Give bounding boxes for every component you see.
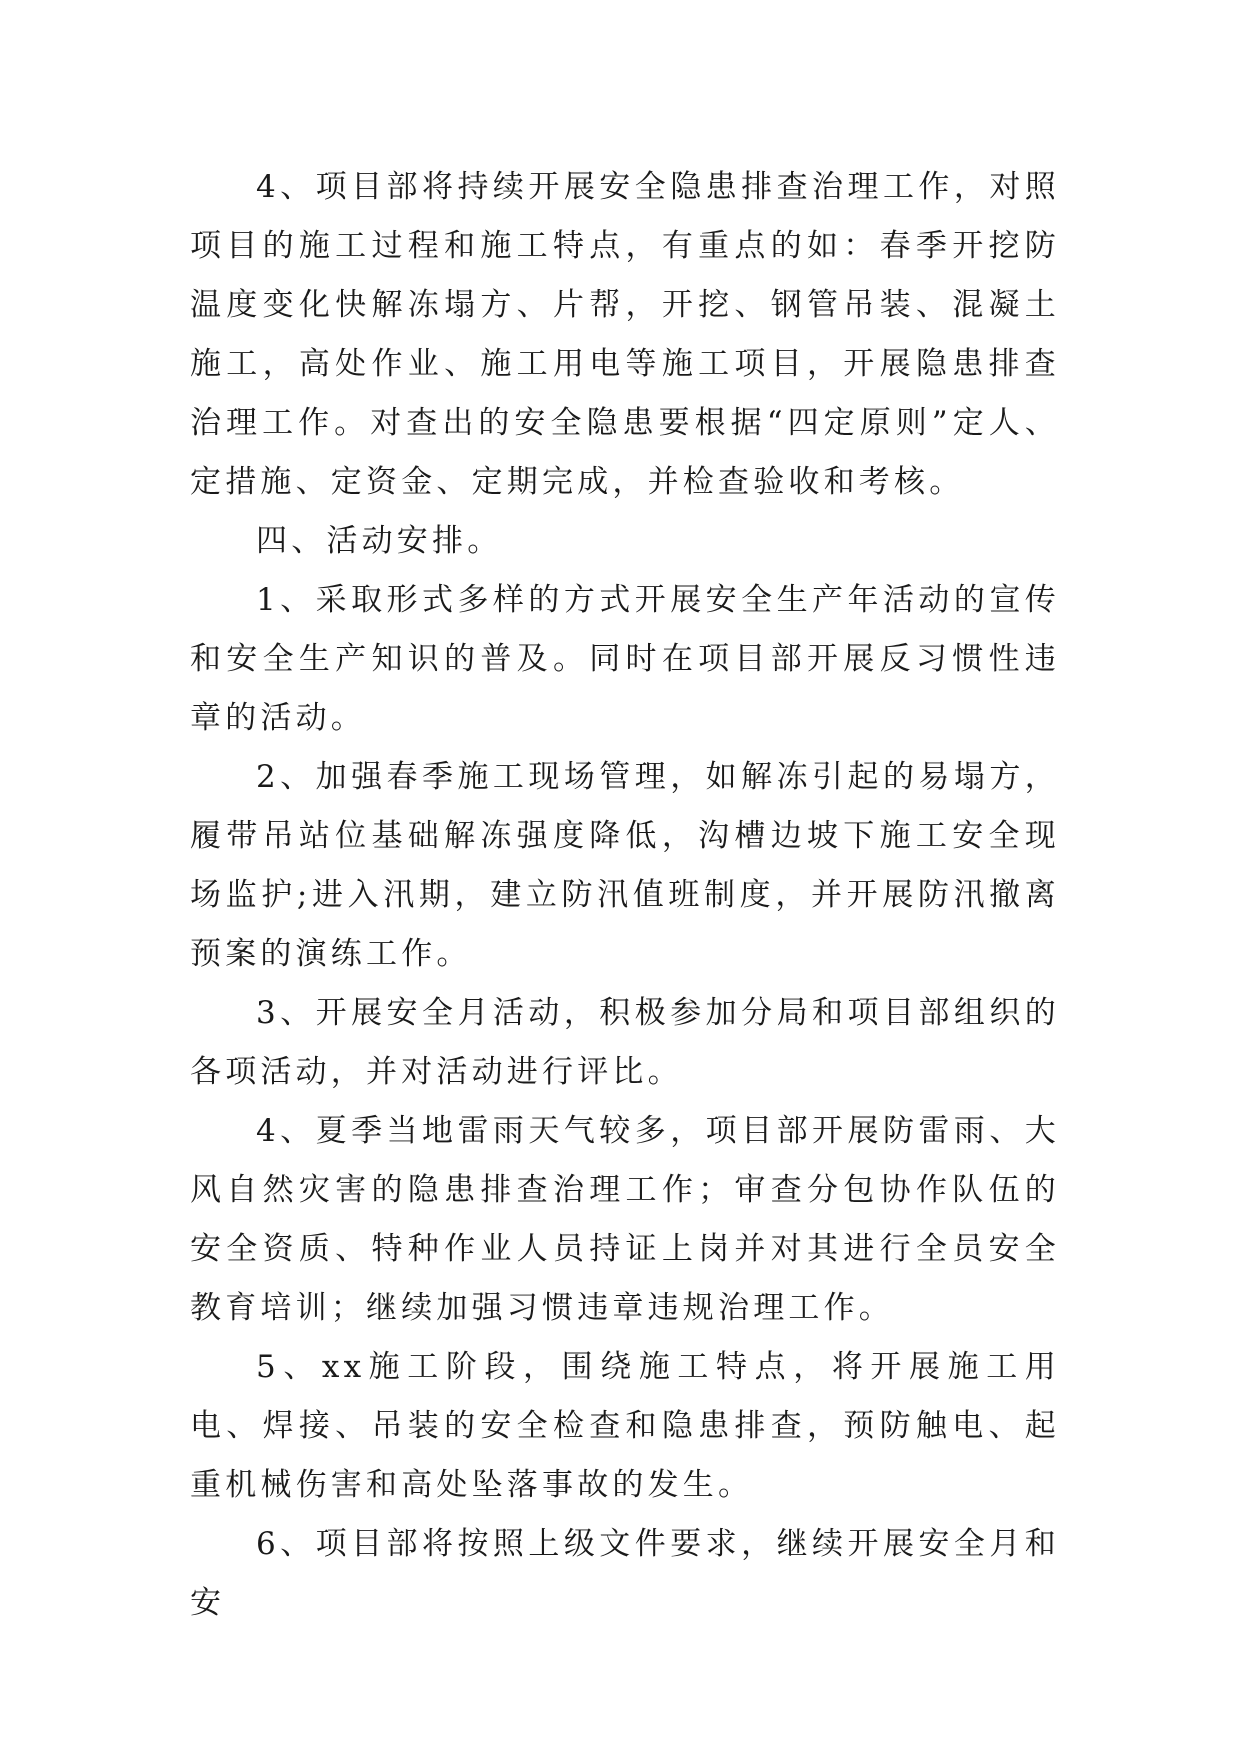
document-body bbox=[190, 158, 1060, 1633]
paragraph-activity-1: 1、采取形式多样的方式开展安全生产年活动的宣传和安全生产知识的普及。同时在项目部开展反习惯性违章的活动。 bbox=[190, 582, 1060, 736]
paragraph-activity-6: 6、项目部将按照上级文件要求，继续开展安全月和安 bbox=[190, 1526, 1060, 1621]
section-heading-activity-arrangement: 四、活动安排。 bbox=[256, 523, 503, 559]
paragraph-activity-2: 2、加强春季施工现场管理，如解冻引起的易塌方，履带吊站位基础解冻强度降低，沟槽边坡下施工安全现场监护;进入汛期，建立防汛值班制度，并开展防汛撤离预案的演练工作。 bbox=[190, 759, 1060, 972]
paragraph-activity-4: 4、夏季当地雷雨天气较多，项目部开展防雷雨、大风自然灾害的隐患排查治理工作；审查分包协作队伍的安全资质、特种作业人员持证上岗并对其进行全员安全教育培训；继续加强习惯违章违规治理工作。 bbox=[190, 1113, 1060, 1326]
paragraph-hazard-inspection: 4、项目部将持续开展安全隐患排查治理工作，对照项目的施工过程和施工特点，有重点的如：春季开挖防温度变化快解冻塌方、片帮，开挖、钢管吊装、混凝土施工，高处作业、施工用电等施工项目，开展隐患排查治理工作。对查出的安全隐患要根据“四定原则”定人、定措施、定资金、定期完成，并检查验收和考核。 bbox=[190, 169, 1060, 500]
paragraph-activity-3: 3、开展安全月活动，积极参加分局和项目部组织的各项活动，并对活动进行评比。 bbox=[190, 995, 1060, 1090]
paragraph-activity-5: 5、xx施工阶段，围绕施工特点，将开展施工用电、焊接、吊装的安全检查和隐患排查，预防触电、起重机械伤害和高处坠落事故的发生。 bbox=[190, 1349, 1060, 1503]
